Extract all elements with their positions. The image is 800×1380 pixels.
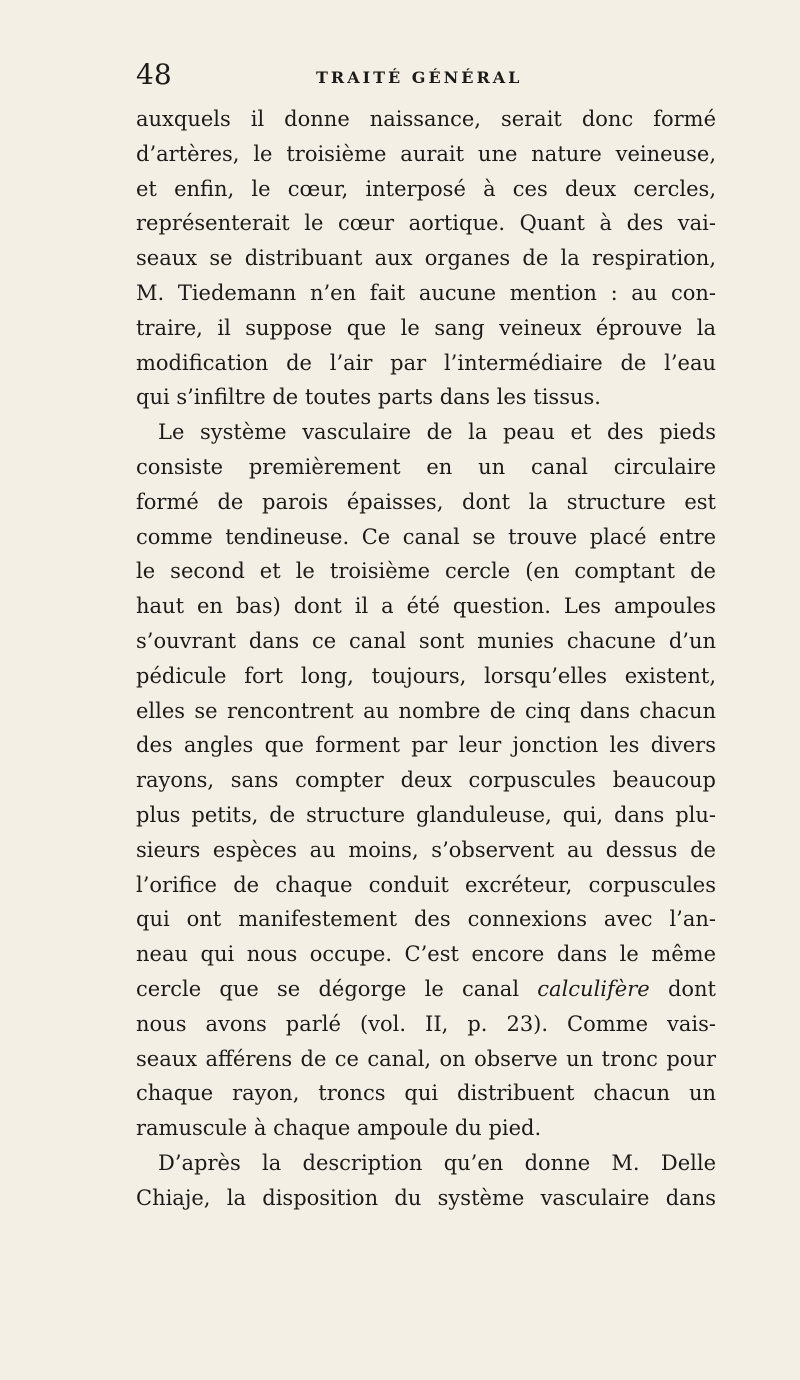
- text-line: haut en bas) dont il a été question. Les ampoules: [136, 594, 716, 619]
- page-number: 48: [136, 58, 172, 91]
- text-line: comme tendineuse. Ce canal se trouve placé entre: [136, 524, 716, 549]
- text-line: elles se rencontrent au nombre de cinq dans chacun: [136, 698, 716, 723]
- text-line: neau qui nous occupe. C’est encore dans le même: [136, 942, 716, 967]
- text-line: modification de l’air par l’intermédiaire de l’eau: [136, 350, 716, 375]
- text-line: nous avons parlé (vol. II, p. 23). Comme vais-: [136, 1011, 716, 1036]
- text-line: M. Tiedemann n’en fait aucune mention : au con-: [136, 280, 716, 305]
- running-title: TRAITÉ GÉNÉRAL: [316, 68, 523, 87]
- text-line: traire, il suppose que le sang veineux éprouve la: [136, 315, 716, 340]
- text-line: qui ont manifestement des connexions avec l’an-: [136, 907, 716, 932]
- text-line: formé de parois épaisses, dont la structure est: [136, 489, 716, 514]
- text-line: rayons, sans compter deux corpuscules beaucoup: [136, 768, 716, 793]
- text-line: auxquels il donne naissance, serait donc formé: [136, 107, 716, 131]
- text-line: seaux afférens de ce canal, on observe un tronc pour: [136, 1046, 716, 1071]
- text-line: l’orifice de chaque conduit excréteur, corpuscules: [136, 872, 716, 897]
- text-line: seaux se distribuant aux organes de la respiration,: [136, 246, 716, 271]
- text-line: D’après la description qu’en donne M. Delle: [158, 1150, 716, 1175]
- italic-term: calculifère: [537, 976, 650, 1001]
- text-line: plus petits, de structure glanduleuse, qui, dans plu-: [136, 802, 716, 827]
- text-line: ramuscule à chaque ampoule du pied.: [136, 1116, 542, 1141]
- text-segment: cercle que se dégorge le canal: [136, 976, 538, 1001]
- text-line: Chiaje, la disposition du système vasculaire dans: [136, 1185, 716, 1210]
- running-head: [136, 58, 696, 98]
- text-line: sieurs espèces au moins, s’observent au dessus de: [136, 837, 716, 862]
- text-line: d’artères, le troisième aurait une nature veineuse,: [136, 141, 716, 166]
- text-line: qui s’infiltre de toutes parts dans les tissus.: [136, 385, 601, 410]
- text-line: s’ouvrant dans ce canal sont munies chacune d’un: [136, 628, 716, 653]
- text-line: chaque rayon, troncs qui distribuent chacun un: [136, 1081, 716, 1106]
- text-line: le second et le troisième cercle (en comptant de: [136, 559, 716, 584]
- body-text: [136, 102, 716, 1216]
- text-line: [136, 972, 716, 1007]
- text-line: consiste premièrement en un canal circulaire: [136, 454, 716, 479]
- text-segment: dont: [649, 976, 716, 1001]
- text-line: et enfin, le cœur, interposé à ces deux cercles,: [136, 176, 716, 201]
- text-line: pédicule fort long, toujours, lorsqu’elles existent,: [136, 663, 716, 688]
- text-line: représenterait le cœur aortique. Quant à des vai-: [136, 211, 716, 236]
- text-line: Le système vasculaire de la peau et des pieds: [158, 420, 716, 445]
- text-line: des angles que forment par leur jonction les divers: [136, 733, 716, 758]
